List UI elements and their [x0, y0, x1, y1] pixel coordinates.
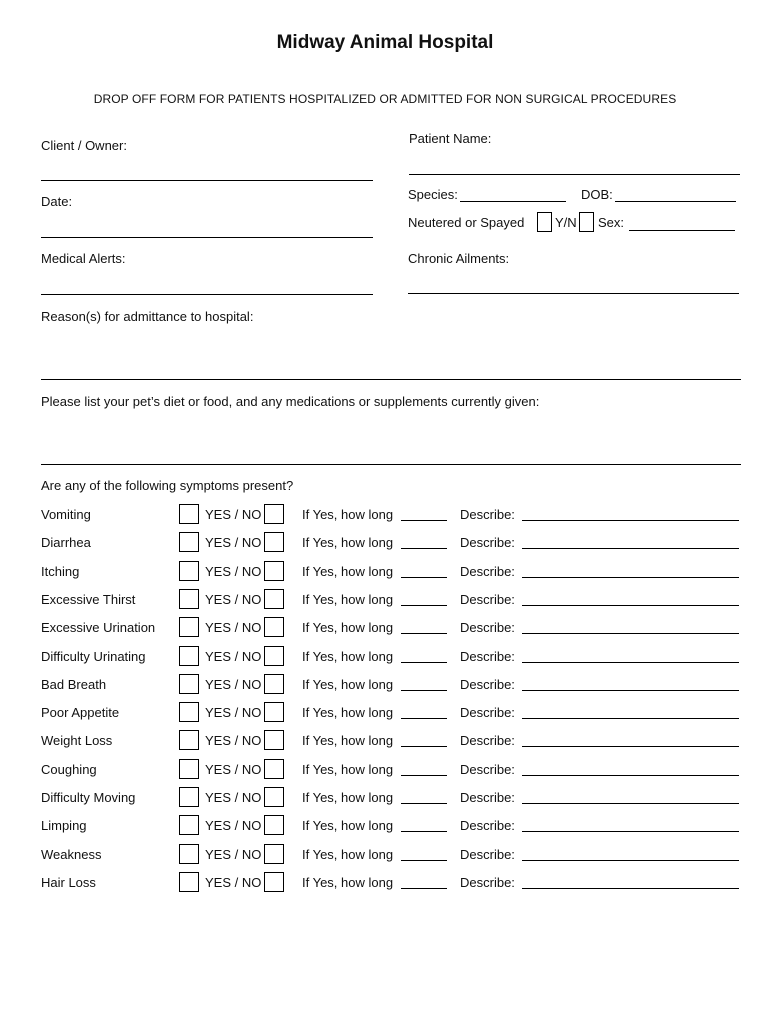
- no-checkbox[interactable]: [264, 504, 284, 524]
- no-checkbox[interactable]: [264, 702, 284, 722]
- no-checkbox[interactable]: [264, 872, 284, 892]
- symptom-row: [0, 815, 770, 839]
- describe-label: Describe:: [460, 761, 515, 777]
- no-checkbox[interactable]: [264, 646, 284, 666]
- date-label: Date:: [41, 194, 73, 209]
- how-long-label: If Yes, how long: [302, 846, 394, 862]
- yes-no-label: YES / NO: [205, 535, 262, 551]
- symptom-name: Limping: [41, 818, 87, 834]
- yes-no-label: YES / NO: [205, 874, 262, 890]
- symptom-name: Difficulty Urinating: [41, 648, 146, 664]
- describe-field[interactable]: [522, 775, 739, 776]
- spayed-checkbox[interactable]: [579, 212, 594, 232]
- symptom-row: [0, 844, 770, 868]
- medical-alerts-field[interactable]: [41, 294, 373, 295]
- client-owner-field[interactable]: [41, 180, 373, 181]
- reasons-label: Reason(s) for admittance to hospital:: [41, 309, 254, 324]
- yes-no-label: YES / NO: [205, 620, 262, 636]
- how-long-field[interactable]: [401, 690, 447, 691]
- how-long-field[interactable]: [401, 803, 447, 804]
- symptom-name: Excessive Thirst: [41, 591, 136, 607]
- patient-name-field[interactable]: [409, 174, 740, 175]
- symptom-name: Weakness: [41, 846, 102, 862]
- symptom-name: Coughing: [41, 761, 97, 777]
- symptom-row: [0, 702, 770, 726]
- how-long-field[interactable]: [401, 888, 447, 889]
- yes-checkbox[interactable]: [179, 532, 199, 552]
- describe-field[interactable]: [522, 662, 739, 663]
- how-long-field[interactable]: [401, 662, 447, 663]
- describe-field[interactable]: [522, 548, 739, 549]
- describe-label: Describe:: [460, 705, 515, 721]
- how-long-label: If Yes, how long: [302, 761, 394, 777]
- symptom-name: Hair Loss: [41, 874, 96, 890]
- describe-field[interactable]: [522, 690, 739, 691]
- how-long-field[interactable]: [401, 605, 447, 606]
- yes-checkbox[interactable]: [179, 759, 199, 779]
- species-field[interactable]: [460, 201, 566, 202]
- how-long-field[interactable]: [401, 775, 447, 776]
- symptom-name: Poor Appetite: [41, 705, 120, 721]
- how-long-field[interactable]: [401, 860, 447, 861]
- symptom-name: Bad Breath: [41, 676, 107, 692]
- describe-label: Describe:: [460, 846, 515, 862]
- no-checkbox[interactable]: [264, 730, 284, 750]
- describe-field[interactable]: [522, 718, 739, 719]
- no-checkbox[interactable]: [264, 759, 284, 779]
- yes-no-label: YES / NO: [205, 591, 262, 607]
- reasons-field[interactable]: [41, 379, 741, 380]
- how-long-label: If Yes, how long: [302, 818, 394, 834]
- neutered-spayed-label: Neutered or Spayed: [408, 215, 525, 230]
- how-long-field[interactable]: [401, 633, 447, 634]
- symptom-row: [0, 787, 770, 811]
- neutered-checkbox[interactable]: [537, 212, 552, 232]
- symptom-name: Vomiting: [41, 507, 91, 522]
- form-subtitle: DROP OFF FORM FOR PATIENTS HOSPITALIZED OR ADMITTED FOR NON SURGICAL PROCEDURES: [93, 92, 677, 106]
- describe-label: Describe:: [460, 591, 515, 607]
- no-checkbox[interactable]: [264, 674, 284, 694]
- symptom-row: [0, 504, 770, 528]
- yes-no-label: YES / NO: [205, 705, 262, 721]
- how-long-field[interactable]: [401, 831, 447, 832]
- symptom-name: Weight Loss: [41, 733, 113, 749]
- yes-checkbox[interactable]: [179, 617, 199, 637]
- symptom-row: [0, 730, 770, 754]
- medical-alerts-label: Medical Alerts:: [41, 251, 126, 266]
- yes-no-label: YES / NO: [205, 507, 262, 522]
- how-long-field[interactable]: [401, 520, 447, 521]
- describe-label: Describe:: [460, 648, 515, 664]
- symptom-row: [0, 674, 770, 698]
- how-long-label: If Yes, how long: [302, 507, 394, 522]
- yes-checkbox[interactable]: [179, 589, 199, 609]
- symptom-name: Difficulty Moving: [41, 790, 136, 805]
- form-title: Midway Animal Hospital: [276, 32, 494, 53]
- describe-label: Describe:: [460, 874, 515, 890]
- no-checkbox[interactable]: [264, 532, 284, 552]
- symptom-name: Itching: [41, 563, 80, 579]
- symptom-row: [0, 759, 770, 783]
- describe-field[interactable]: [522, 746, 739, 747]
- yes-checkbox[interactable]: [179, 815, 199, 835]
- symptom-name: Diarrhea: [41, 535, 91, 551]
- how-long-field[interactable]: [401, 746, 447, 747]
- how-long-label: If Yes, how long: [302, 591, 394, 607]
- yes-checkbox[interactable]: [179, 730, 199, 750]
- symptom-row: [0, 561, 770, 585]
- date-field[interactable]: [41, 237, 373, 238]
- describe-field[interactable]: [522, 633, 739, 634]
- symptoms-question: Are any of the following symptoms present?: [41, 478, 294, 493]
- chronic-ailments-field[interactable]: [408, 293, 739, 294]
- yes-checkbox[interactable]: [179, 702, 199, 722]
- describe-label: Describe:: [460, 563, 515, 579]
- how-long-label: If Yes, how long: [302, 790, 394, 805]
- diet-field[interactable]: [41, 464, 741, 465]
- describe-label: Describe:: [460, 790, 515, 805]
- yes-no-label: YES / NO: [205, 846, 262, 862]
- yes-checkbox[interactable]: [179, 844, 199, 864]
- yes-no-label: YES / NO: [205, 563, 262, 579]
- no-checkbox[interactable]: [264, 589, 284, 609]
- no-checkbox[interactable]: [264, 617, 284, 637]
- client-owner-label: Client / Owner:: [41, 138, 127, 153]
- yes-no-label: YES / NO: [205, 818, 262, 834]
- no-checkbox[interactable]: [264, 561, 284, 581]
- describe-label: Describe:: [460, 620, 515, 636]
- describe-field[interactable]: [522, 520, 739, 521]
- describe-label: Describe:: [460, 535, 515, 551]
- how-long-label: If Yes, how long: [302, 676, 394, 692]
- yes-checkbox[interactable]: [179, 787, 199, 807]
- yes-checkbox[interactable]: [179, 872, 199, 892]
- symptom-row: [0, 589, 770, 613]
- describe-field[interactable]: [522, 605, 739, 606]
- how-long-label: If Yes, how long: [302, 733, 394, 749]
- how-long-label: If Yes, how long: [302, 535, 394, 551]
- chronic-ailments-label: Chronic Ailments:: [408, 251, 510, 266]
- how-long-label: If Yes, how long: [302, 648, 394, 664]
- yes-checkbox[interactable]: [179, 504, 199, 524]
- how-long-field[interactable]: [401, 718, 447, 719]
- describe-field[interactable]: [522, 831, 739, 832]
- dob-field[interactable]: [615, 201, 736, 202]
- yes-checkbox[interactable]: [179, 561, 199, 581]
- dob-label: DOB:: [581, 187, 613, 202]
- describe-field[interactable]: [522, 577, 739, 578]
- describe-label: Describe:: [460, 507, 515, 522]
- no-checkbox[interactable]: [264, 844, 284, 864]
- yes-no-label: YES / NO: [205, 648, 262, 664]
- species-label: Species:: [408, 187, 458, 202]
- how-long-field[interactable]: [401, 548, 447, 549]
- how-long-label: If Yes, how long: [302, 620, 394, 636]
- no-checkbox[interactable]: [264, 787, 284, 807]
- no-checkbox[interactable]: [264, 815, 284, 835]
- yes-checkbox[interactable]: [179, 674, 199, 694]
- how-long-label: If Yes, how long: [302, 874, 394, 890]
- how-long-field[interactable]: [401, 577, 447, 578]
- yes-checkbox[interactable]: [179, 646, 199, 666]
- yes-no-label: YES / NO: [205, 733, 262, 749]
- describe-field[interactable]: [522, 888, 739, 889]
- describe-field[interactable]: [522, 860, 739, 861]
- describe-label: Describe:: [460, 676, 515, 692]
- yes-no-label: YES / NO: [205, 676, 262, 692]
- symptom-row: [0, 646, 770, 670]
- symptom-row: [0, 617, 770, 641]
- how-long-label: If Yes, how long: [302, 563, 394, 579]
- patient-name-label: Patient Name:: [409, 131, 492, 146]
- sex-field[interactable]: [629, 230, 735, 231]
- how-long-label: If Yes, how long: [302, 705, 394, 721]
- describe-field[interactable]: [522, 803, 739, 804]
- diet-label: Please list your pet’s diet or food, and any medications or supplements currently given:: [41, 394, 540, 409]
- describe-label: Describe:: [460, 818, 515, 834]
- yes-no-label: YES / NO: [205, 790, 262, 805]
- sex-label: Sex:: [598, 215, 625, 230]
- yes-no-label: YES / NO: [205, 761, 262, 777]
- symptom-row: [0, 872, 770, 896]
- symptom-name: Excessive Urination: [41, 620, 156, 636]
- describe-label: Describe:: [460, 733, 515, 749]
- symptom-row: [0, 532, 770, 556]
- yn-label: Y/N: [555, 215, 577, 230]
